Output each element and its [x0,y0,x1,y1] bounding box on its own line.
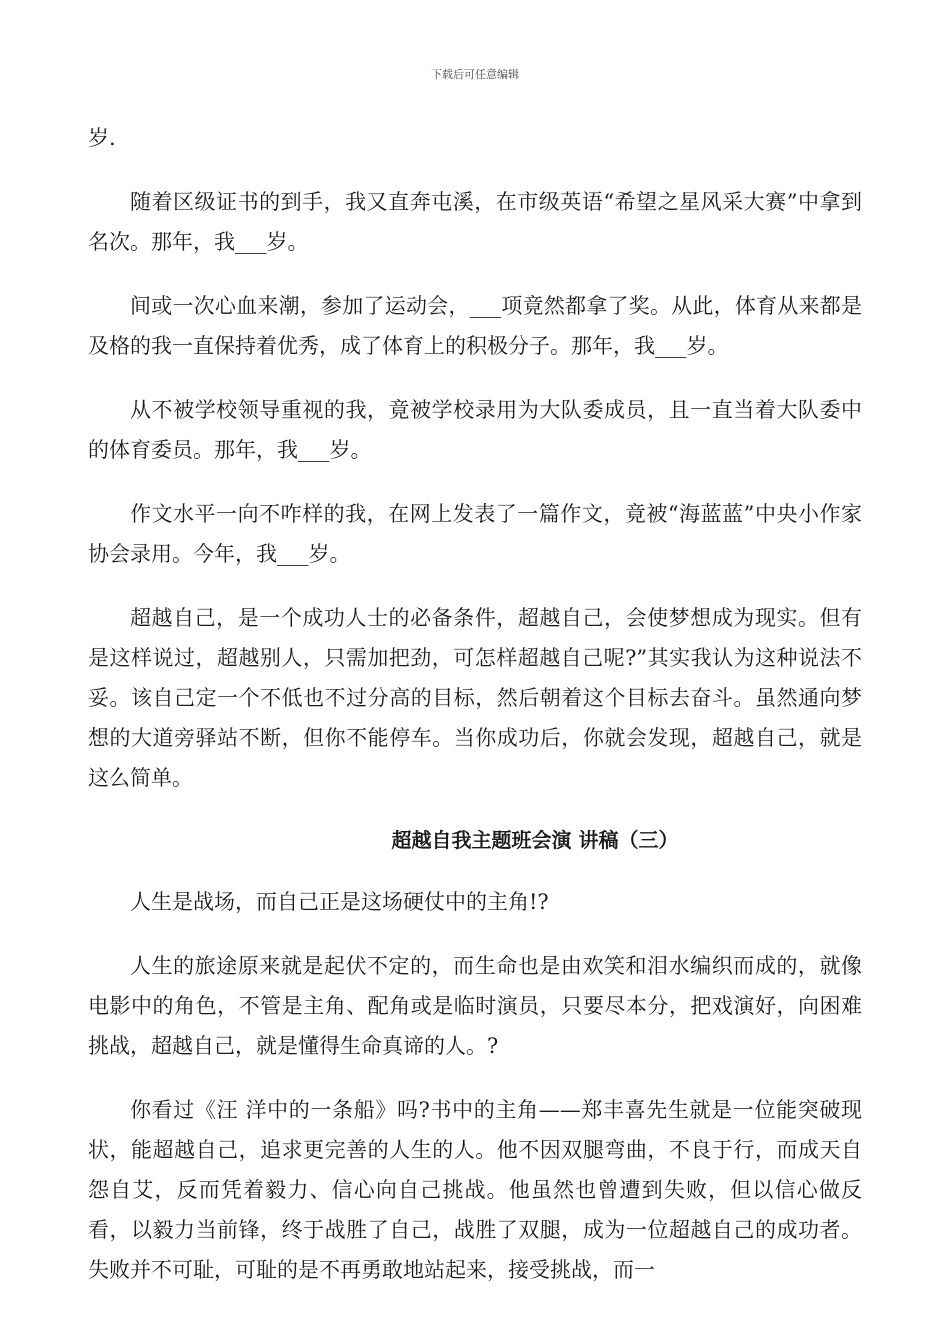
document-body [88,118,862,1290]
paragraph: 你看过《汪 洋中的一条船》吗?书中的主角——郑丰喜先生就是一位能突破现状，能超越自己，追求更完善的人生的人。他不因双腿弯曲，不良于行，而成天自怨自艾，反而凭着毅力、信心向自己挑战。他虽然也曾遭到失败，但以信心做反看，以毅力当前锋，终于战胜了自己，战胜了双腿，成为一位超越自己的成功者。失败并不可耻，可耻的是不再勇敢地站起来，接受挑战，而一 [88,1098,862,1282]
paragraph: 随着区级证书的到手，我又直奔屯溪，在市级英语“希望之星风采大赛”中拿到名次。那年，我___岁。 [88,190,862,254]
paragraph: 人生的旅途原来就是起伏不定的，而生命也是由欢笑和泪水编织而成的，就像电影中的角色，不管是主角、配角或是临时演员，只要尽本分，把戏演好，向困难挑战，超越自己，就是懂得生命真谛的人。? [88,954,862,1058]
paragraph: 超越自己，是一个成功人士的必备条件，超越自己，会使梦想成为现实。但有是这样说过，超越别人，只需加把劲，可怎样超越自己呢?”其实我认为这种说法不妥。该自己定一个不低也不过分高的目标，然后朝着这个目标去奋斗。虽然通向梦想的大道旁驿站不断，但你不能停车。当你成功后，你就会发现，超越自己，就是这么简单。 [88,606,862,790]
paragraph: 间或一次心血来潮，参加了运动会，___项竟然都拿了奖。从此，体育从来都是及格的我一直保持着优秀，成了体育上的积极分子。那年，我___岁。 [88,294,862,358]
paragraph: 从不被学校领导重视的我，竟被学校录用为大队委成员，且一直当着大队委中的体育委员。那年，我___岁。 [88,398,862,462]
page-header-note: 下载后可任意编辑 [431,68,519,81]
paragraph: 岁. [88,126,116,150]
paragraph: 作文水平一向不咋样的我，在网上发表了一篇作文，竟被“海蓝蓝”中央小作家协会录用。今年，我___岁。 [88,502,862,566]
section-title: 超越自我主题班会演 讲稿（三） [391,828,679,852]
paragraph: 人生是战场，而自己正是这场硬仗中的主角!? [130,890,549,914]
